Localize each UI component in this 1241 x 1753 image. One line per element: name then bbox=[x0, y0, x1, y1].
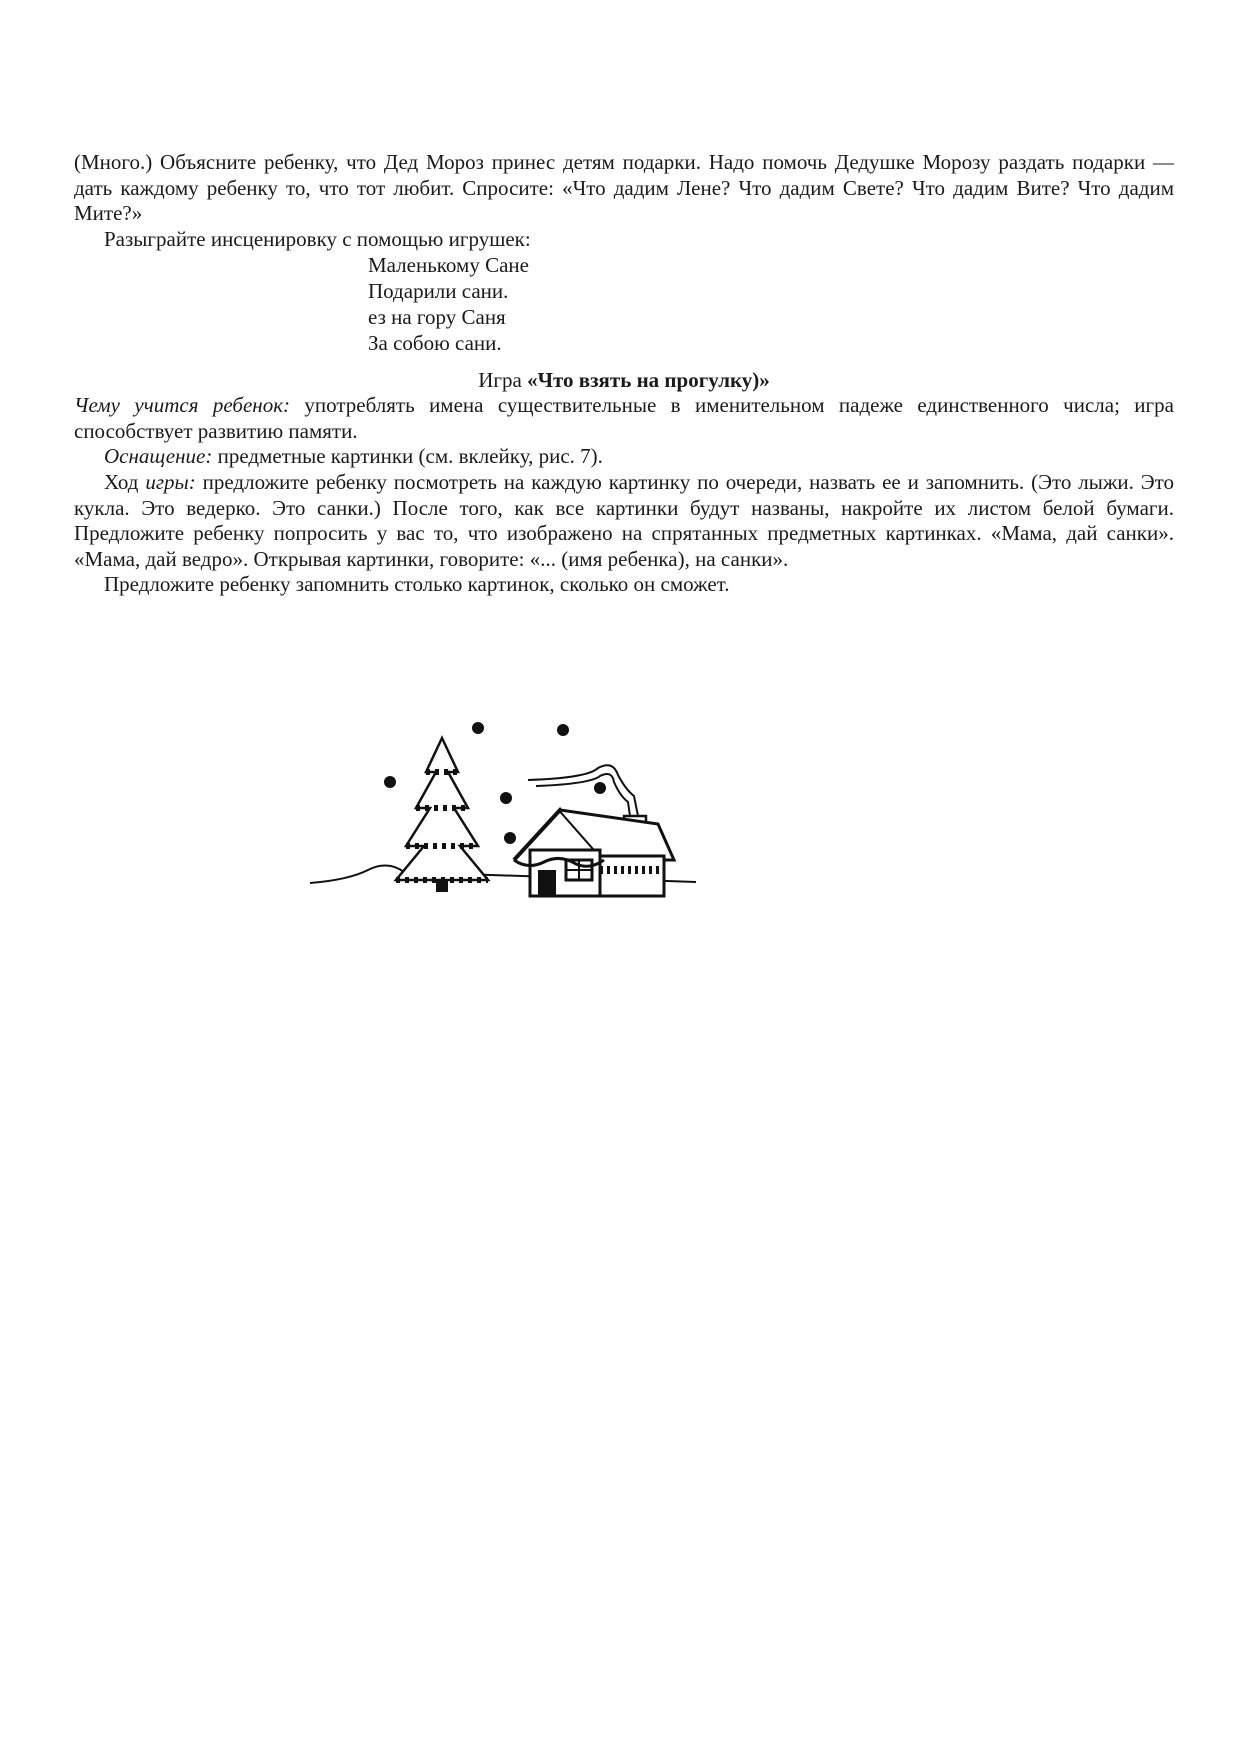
poem-line: Подарили сани. bbox=[368, 279, 509, 304]
learning-text: употреблять имена существительные в именительном падеже единственного числа; игра способствует развитию памяти. bbox=[74, 393, 1174, 443]
game-title-name: «Что взять на прогулку)» bbox=[527, 367, 770, 392]
game-title-prefix: Игра bbox=[478, 367, 528, 392]
snowflake-icon bbox=[594, 782, 606, 794]
process-text: предложите ребенку посмотреть на каждую картинку по очереди, назвать ее и запомнить. (Это лыжи. Это кукла. Это ведерко. Это санки.) После того, как все картинки будут названы, накройте их листом белой бумаги. Предложите ребенку попросить у вас то, что изображено на спрятанных предметных картинках. «Мама, дай санки». «Мама, дай ведро». Открывая картинки, говорите: «... (имя ребенка), на санки». bbox=[74, 469, 1174, 571]
paragraph-learning bbox=[74, 393, 1174, 444]
paragraph-intro: (Много.) Объясните ребенку, что Дед Мороз принес детям подарки. Надо помочь Дедушке Морозу раздать подарки — дать каждому ребенку то, что тот любит. Спросите: «Что дадим Лене? Что дадим Свете? Что дадим Вите? Что дадим Мите?» bbox=[74, 150, 1174, 226]
poem-line: За собою сани. bbox=[368, 330, 502, 355]
poem-line: Маленькому Сане bbox=[368, 253, 529, 278]
winter-house-illustration bbox=[308, 720, 696, 910]
process-prefix: Ход bbox=[104, 469, 146, 494]
snowflake-icon bbox=[500, 792, 512, 804]
equipment-text: предметные картинки (см. вклейку, рис. 7). bbox=[212, 444, 603, 469]
poem-line: ез на гору Саня bbox=[368, 304, 506, 329]
paragraph-equipment bbox=[74, 444, 1174, 470]
snowflake-icon bbox=[557, 724, 569, 736]
snowflake-icon bbox=[472, 722, 484, 734]
fir-tree-icon bbox=[396, 738, 488, 892]
paragraph-final: Предложите ребенку запомнить столько картинок, сколько он сможет. bbox=[104, 572, 730, 597]
snowflake-icon bbox=[504, 832, 516, 844]
equipment-label: Оснащение: bbox=[104, 444, 213, 469]
learning-label: Чему учится ребенок: bbox=[74, 393, 291, 418]
paragraph-staging: Разыграйте инсценировку с помощью игрушек: bbox=[104, 226, 531, 251]
text-body bbox=[74, 150, 1174, 598]
snowflake-icon bbox=[384, 776, 396, 788]
paragraph-game-process bbox=[74, 470, 1174, 572]
poem bbox=[368, 253, 1174, 356]
game-title bbox=[74, 368, 1174, 394]
house-icon bbox=[514, 810, 674, 896]
process-label: игры: bbox=[145, 469, 196, 494]
